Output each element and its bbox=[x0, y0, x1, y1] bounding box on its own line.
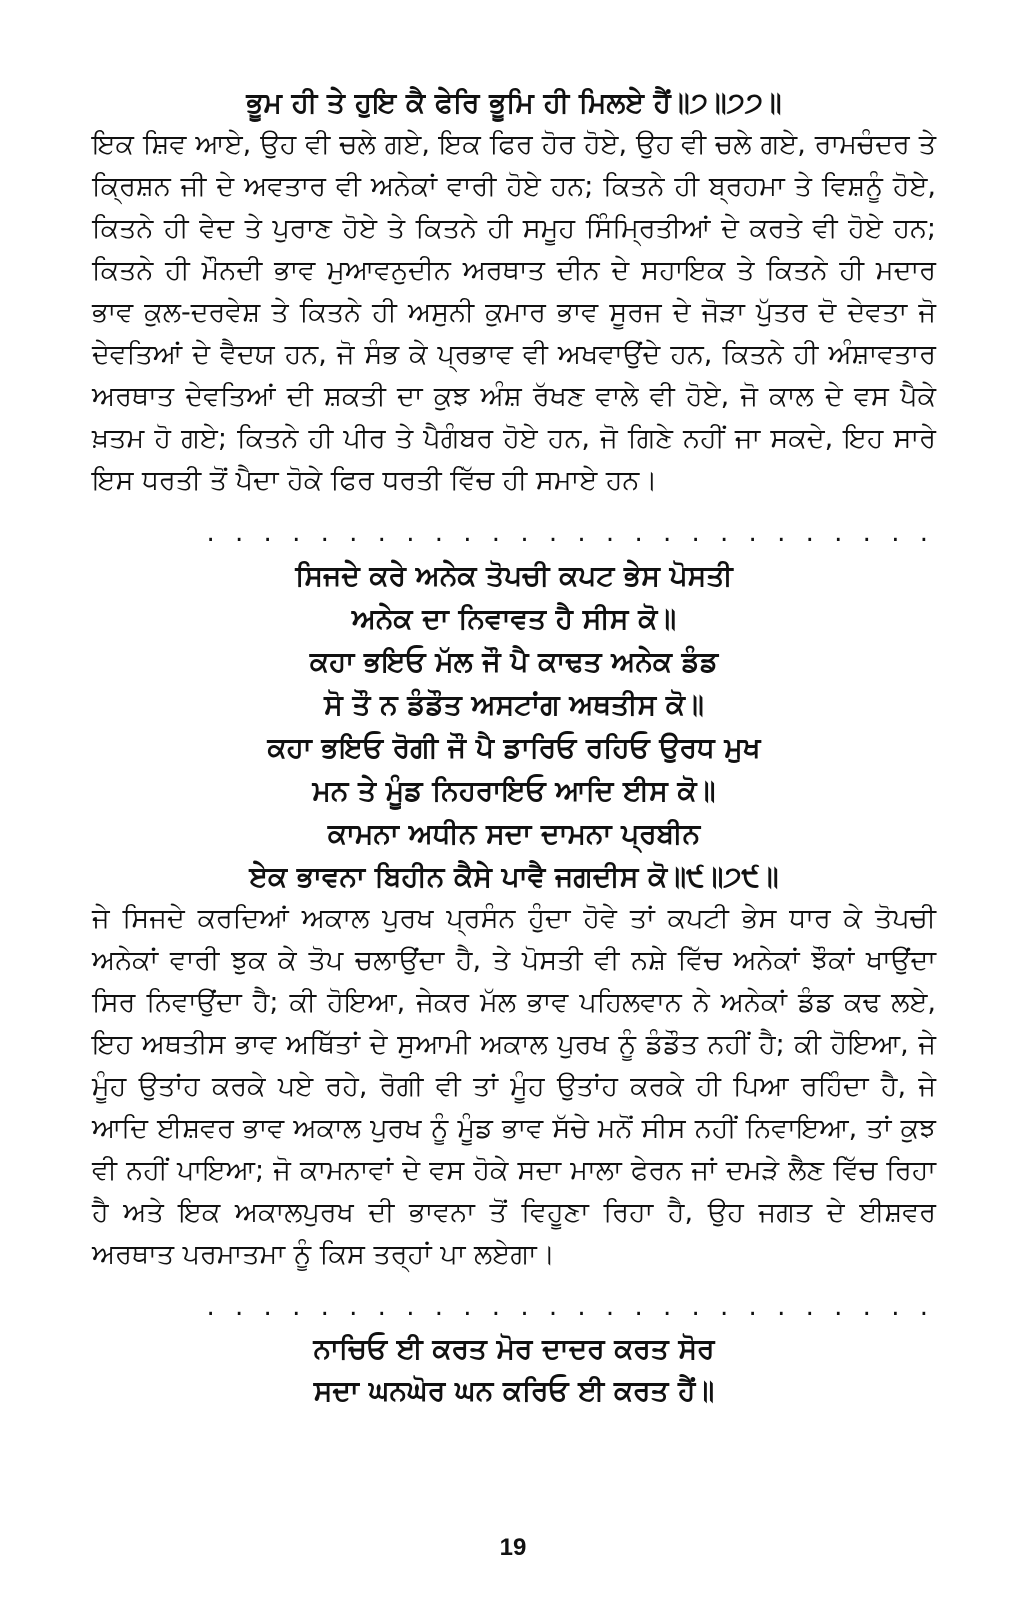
commentary-paragraph-1: ਇਕ ਸ਼ਿਵ ਆਏ, ਉਹ ਵੀ ਚਲੇ ਗਏ, ਇਕ ਫਿਰ ਹੋਰ ਹੋਏ, ਉਹ ਵੀ ਚਲੇ ਗਏ, ਰਾਮਚੰਦਰ ਤੇ ਕ੍ਰਿਸ਼ਨ ਜੀ ਦੇ ਅਵਤਾਰ ਵੀ ਅਨੇਕਾਂ ਵਾਰੀ ਹੋਏ ਹਨ; ਕਿਤਨੇ ਹੀ ਬ੍ਰਹਮਾ ਤੇ ਵਿਸ਼ਨੂੰ ਹੋਏ, ਕਿਤਨੇ ਹੀ ਵੇਦ ਤੇ ਪੁਰਾਣ ਹੋਏ ਤੇ ਕਿਤਨੇ ਹੀ ਸਮੂਹ ਸਿੰਮ੍ਰਿਤੀਆਂ ਦੇ ਕਰਤੇ ਵੀ ਹੋਏ ਹਨ; ਕਿਤਨੇ ਹੀ ਮੌਨਦੀ ਭਾਵ ਮੁਆਵਨੁਦੀਨ ਅਰਥਾਤ ਦੀਨ ਦੇ ਸਹਾਇਕ ਤੇ ਕਿਤਨੇ ਹੀ ਮਦਾਰ ਭਾਵ ਕੁਲ-ਦਰਵੇਸ਼ ਤੇ ਕਿਤਨੇ ਹੀ ਅਸੁਨੀ ਕੁਮਾਰ ਭਾਵ ਸੂਰਜ ਦੇ ਜੋੜਾ ਪੁੱਤਰ ਦੋ ਦੇਵਤਾ ਜੋ ਦੇਵਤਿਆਂ ਦੇ ਵੈਦਯ ਹਨ, ਜੋ ਸੰਭ ਕੇ ਪ੍ਰਭਾਵ ਵੀ ਅਖਵਾਉਂਦੇ ਹਨ, ਕਿਤਨੇ ਹੀ ਅੰਸ਼ਾਵਤਾਰ ਅਰਥਾਤ ਦੇਵਤਿਆਂ ਦੀ ਸ਼ਕਤੀ ਦਾ ਕੁਝ ਅੰਸ਼ ਰੱਖਣ ਵਾਲੇ ਵੀ ਹੋਏ, ਜੋ ਕਾਲ ਦੇ ਵਸ ਪੈਕੇ ਖ਼ਤਮ ਹੋ ਗਏ; ਕਿਤਨੇ ਹੀ ਪੀਰ ਤੇ ਪੈਗੰਬਰ ਹੋਏ ਹਨ, ਜੋ ਗਿਣੇ ਨਹੀਂ ਜਾ ਸਕਦੇ, ਇਹ ਸਾਰੇ ਇਸ ਧਰਤੀ ਤੋਂ ਪੈਦਾ ਹੋਕੇ ਫਿਰ ਧਰਤੀ ਵਿੱਚ ਹੀ ਸਮਾਏ ਹਨ। bbox=[92, 129, 936, 496]
verse-line: ਕਹਾ ਭਇਓ ਰੋਗੀ ਜੌ ਪੈ ਡਾਰਿਓ ਰਹਿਓ ਉਰਧ ਮੁਖ bbox=[267, 731, 761, 764]
verse-line: ਮਨ ਤੇ ਮੂੰਡ ਨਿਹਰਾਇਓ ਆਦਿ ਈਸ ਕੋ॥ bbox=[312, 774, 716, 807]
verse-line: ਅਨੇਕ ਦਾ ਨਿਵਾਵਤ ਹੈ ਸੀਸ ਕੋ॥ bbox=[351, 602, 677, 635]
page-number: 19 bbox=[499, 1534, 527, 1561]
verse-line: ਕਾਮਨਾ ਅਧੀਨ ਸਦਾ ਦਾਮਨਾ ਪ੍ਰਬੀਨ bbox=[327, 817, 701, 850]
verse-line: ਸਦਾ ਘਨਘੋਰ ਘਨ ਕਰਿਓ ਈ ਕਰਤ ਹੈਂ॥ bbox=[313, 1374, 715, 1407]
verse-3 bbox=[92, 1328, 936, 1412]
verse-line: ਸਿਜਦੇ ਕਰੇ ਅਨੇਕ ਤੋਪਚੀ ਕਪਟ ਭੇਸ ਪੋਸਤੀ bbox=[295, 559, 733, 592]
verse-line: ਏਕ ਭਾਵਨਾ ਬਿਹੀਨ ਕੈਸੇ ਪਾਵੈ ਜਗਦੀਸ ਕੋ॥੯॥੭੯॥ bbox=[249, 860, 779, 893]
verse-line: ਸੋ ਤੌ ਨ ਡੰਡੌਤ ਅਸਟਾਂਗ ਅਥਤੀਸ ਕੋ॥ bbox=[324, 688, 704, 721]
verse-2 bbox=[92, 554, 936, 898]
commentary-paragraph-2: ਜੇ ਸਿਜਦੇ ਕਰਦਿਆਂ ਅਕਾਲ ਪੁਰਖ ਪ੍ਰਸੰਨ ਹੁੰਦਾ ਹੋਵੇ ਤਾਂ ਕਪਟੀ ਭੇਸ ਧਾਰ ਕੇ ਤੋਪਚੀ ਅਨੇਕਾਂ ਵਾਰੀ ਝੁਕ ਕੇ ਤੋਪ ਚਲਾਉਂਦਾ ਹੈ, ਤੇ ਪੋਸਤੀ ਵੀ ਨਸ਼ੇ ਵਿੱਚ ਅਨੇਕਾਂ ਝੌਕਾਂ ਖਾਉਂਦਾ ਸਿਰ ਨਿਵਾਉਂਦਾ ਹੈ; ਕੀ ਹੋਇਆ, ਜੇਕਰ ਮੱਲ ਭਾਵ ਪਹਿਲਵਾਨ ਨੇ ਅਨੇਕਾਂ ਡੰਡ ਕਢ ਲਏ, ਇਹ ਅਥਤੀਸ ਭਾਵ ਅਥਿੱਤਾਂ ਦੇ ਸੁਆਮੀ ਅਕਾਲ ਪੁਰਖ ਨੂੰ ਡੰਡੌਤ ਨਹੀਂ ਹੈ; ਕੀ ਹੋਇਆ, ਜੇ ਮੂੰਹ ਉਤਾਂਹ ਕਰਕੇ ਪਏ ਰਹੇ, ਰੋਗੀ ਵੀ ਤਾਂ ਮੂੰਹ ਉਤਾਂਹ ਕਰਕੇ ਹੀ ਪਿਆ ਰਹਿੰਦਾ ਹੈ, ਜੇ ਆਦਿ ਈਸ਼ਵਰ ਭਾਵ ਅਕਾਲ ਪੁਰਖ ਨੂੰ ਮੂੰਡ ਭਾਵ ਸੱਚੇ ਮਨੋਂ ਸੀਸ ਨਹੀਂ ਨਿਵਾਇਆ, ਤਾਂ ਕੁਝ ਵੀ ਨਹੀਂ ਪਾਇਆ; ਜੋ ਕਾਮਨਾਵਾਂ ਦੇ ਵਸ ਹੋਕੇ ਸਦਾ ਮਾਲਾ ਫੇਰਨ ਜਾਂ ਦਮੜੇ ਲੈਣ ਵਿੱਚ ਰਿਹਾ ਹੈ ਅਤੇ ਇਕ ਅਕਾਲਪੁਰਖ ਦੀ ਭਾਵਨਾ ਤੋਂ ਵਿਹੂਣਾ ਰਿਹਾ ਹੈ, ਉਹ ਜਗਤ ਦੇ ਈਸ਼ਵਰ ਅਰਥਾਤ ਪਰਮਾਤਮਾ ਨੂੰ ਕਿਸ ਤਰ੍ਹਾਂ ਪਾ ਲਏਗਾ। bbox=[92, 903, 936, 1270]
verse-line: ਕਹਾ ਭਇਓ ਮੱਲ ਜੌ ਪੈ ਕਾਢਤ ਅਨੇਕ ਡੰਡ bbox=[309, 645, 719, 678]
verse-line: ਭੂਮ ਹੀ ਤੇ ਹੁਇ ਕੈ ਫੇਰਿ ਭੂਮਿ ਹੀ ਮਿਲਏ ਹੈਂ॥੭॥੭੭॥ bbox=[246, 86, 782, 119]
verse-3-block bbox=[92, 1328, 936, 1412]
section-separator-2: . . . . . . . . . . . . . . . . . . . . . . . . . . bbox=[206, 1296, 934, 1318]
verse-2-block bbox=[92, 554, 936, 898]
section-separator-1: . . . . . . . . . . . . . . . . . . . . . . . . . . bbox=[206, 522, 934, 544]
verse-1 bbox=[92, 82, 936, 124]
verse-line: ਨਾਚਿਓ ਈ ਕਰਤ ਮੋਰ ਦਾਦਰ ਕਰਤ ਸੋਰ bbox=[313, 1332, 715, 1365]
